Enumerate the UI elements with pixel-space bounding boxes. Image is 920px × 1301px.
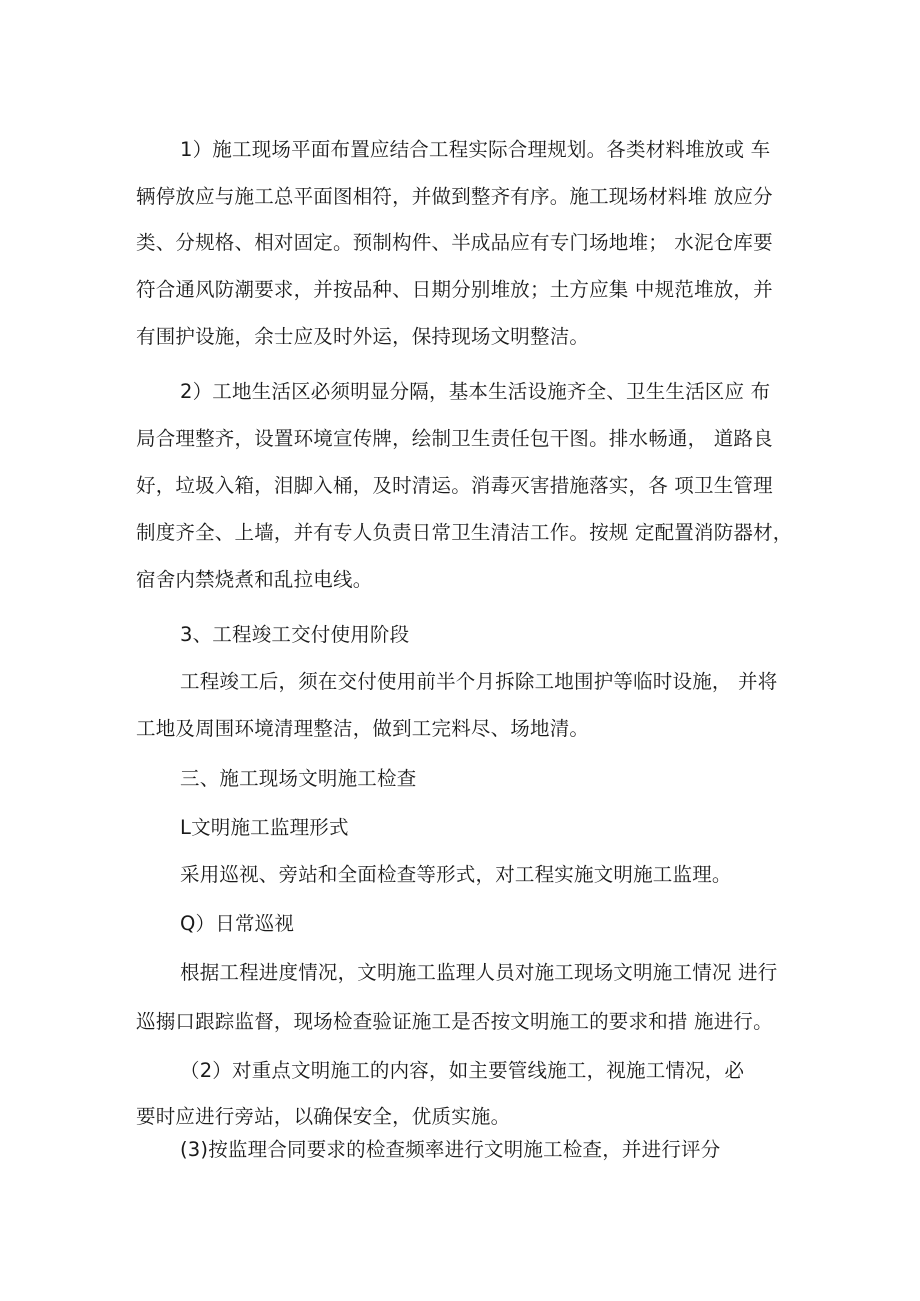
text-line-18: 根据工程进度情况，文明施工监理人员对施工现场文明施工情况 进行 — [180, 961, 778, 984]
text-line-12: 工程竣工后，须在交付使用前半个月拆除工地围护等临时设施， 并将 — [180, 670, 778, 693]
text-line-7: 局合理整齐，设置环境宣传牌，绘制卫生责任包干图。排水畅通， 道路良 — [136, 427, 773, 450]
text-line-8: 好，垃圾入箱，泪脚入桶，及时清运。消毒灭害措施落实，各 项卫生管理 — [136, 474, 773, 497]
text-line-16: 采用巡视、旁站和全面检查等形式，对工程实施文明施工监理。 — [180, 863, 732, 886]
text-line-1: 1）施工现场平面布置应结合工程实际合理规划。各类材料堆放或 车 — [180, 138, 771, 161]
text-line-20: （2）对重点文明施工的内容，如主要管线施工，视施工情况，必 — [180, 1059, 745, 1082]
text-line-5: 有围护设施，余士应及时外运，保持现场文明整洁。 — [136, 325, 590, 348]
section-heading-three: 三、施工现场文明施工检查 — [180, 767, 417, 790]
text-line-3: 类、分规格、相对固定。预制构件、半成品应有专门场地堆； 水泥仓库要 — [136, 231, 773, 254]
text-line-13: 工地及周围环境清理整洁，做到工完料尽、场地清。 — [136, 717, 590, 740]
text-line-9: 制度齐全、上墙，并有专人负责日常卫生清洁工作。按规 定配置消防器材， — [136, 521, 793, 544]
text-line-10: 宿舍内禁烧煮和乱拉电线。 — [136, 568, 373, 591]
text-line-21: 要时应进行旁站，以确保安全，优质实施。 — [136, 1105, 511, 1128]
subsection-heading-1: L文明施工监理形式 — [180, 816, 349, 839]
text-line-22: (3)按监理合同要求的检查频率进行文明施工检查，并进行评分 — [180, 1138, 721, 1161]
text-line-19: 巡搦口跟踪监督，现场检查验证施工是否按文明施工的要求和措 施进行。 — [136, 1010, 773, 1033]
text-line-2: 辆停放应与施工总平面图相符，并做到整齐有序。施工现场材料堆 放应分 — [136, 185, 773, 208]
section-heading-3: 3、工程竣工交付使用阶段 — [180, 623, 410, 646]
item-heading-1: Q）日常巡视 — [180, 912, 295, 935]
text-line-4: 符合通风防潮要求，并按品种、日期分别堆放；土方应集 中规范堆放，并 — [136, 278, 773, 301]
text-line-6: 2）工地生活区必须明显分隔，基本生活设施齐全、卫生生活区应 布 — [180, 380, 771, 403]
